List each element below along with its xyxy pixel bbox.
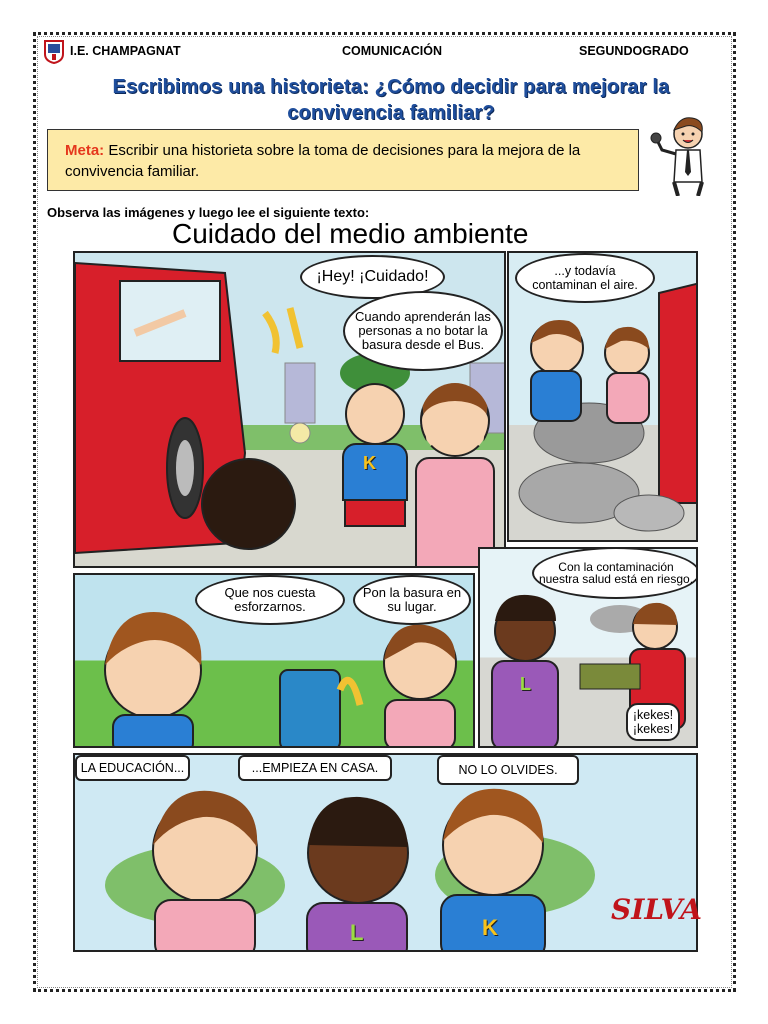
instruction-text: Observa las imágenes y luego lee el siguiente texto: (47, 205, 370, 220)
speech-bubble-cuesta: Que nos cuesta esforzarnos. (195, 575, 345, 625)
boy-l-back-character (193, 458, 303, 568)
school-crest-icon (44, 40, 64, 64)
girl-character (405, 383, 505, 568)
school-name: I.E. CHAMPAGNAT (70, 44, 181, 58)
comic-panel-5 (73, 753, 698, 952)
worksheet-header (44, 40, 704, 62)
comic-panel-3 (73, 573, 475, 748)
shirt-letter-l: L (520, 674, 531, 694)
shirt-letter-k: K (363, 453, 376, 473)
speech-bubble-contaminacion: Con la contaminación nuestra salud está en riesgo. (532, 547, 698, 599)
comic-panel-1 (73, 251, 506, 568)
goal-label: Meta: (65, 142, 105, 159)
artist-signature: SILVA (611, 893, 702, 926)
speech-bubble-cuando: Cuando aprenderán las personas a no botar la basura desde el Bus. (343, 291, 503, 371)
speech-bubble-empieza: ...EMPIEZA EN CASA. (238, 755, 392, 781)
speech-bubble-ikekes: ¡kekes! ¡kekes! (626, 703, 680, 741)
speech-bubble-pon: Pon la basura en su lugar. (353, 575, 471, 625)
reporter-boy-illustration (646, 112, 716, 196)
shirt-letter-l-final: L (350, 920, 364, 945)
goal-box (47, 129, 639, 191)
comic-title: Cuidado del medio ambiente (172, 218, 529, 249)
comic-panel-4 (478, 547, 698, 748)
title-line-2: convivencia familiar? (287, 102, 495, 124)
three-kids-illustration (75, 755, 698, 952)
title-line-1: Escribimos una historieta: ¿Cómo decidir para mejorar la (112, 76, 670, 98)
subject-name: COMUNICACIÓN (342, 44, 442, 58)
page-title (56, 74, 726, 126)
shirt-letter-k-final: K (482, 915, 498, 940)
grade-name: SEGUNDOGRADO (579, 44, 689, 58)
goal-text: Escribir una historieta sobre la toma de decisiones para la mejora de la convivencia familiar. (65, 142, 581, 180)
speech-bubble-olvides: NO LO OLVIDES. (437, 755, 579, 785)
comic-panel-2 (507, 251, 698, 542)
speech-bubble-todavia: ...y todavía contaminan el aire. (515, 253, 655, 303)
speech-bubble-educacion: LA EDUCACIÓN... (75, 755, 190, 781)
speech-bubble-hey: ¡Hey! ¡Cuidado! (300, 255, 445, 299)
